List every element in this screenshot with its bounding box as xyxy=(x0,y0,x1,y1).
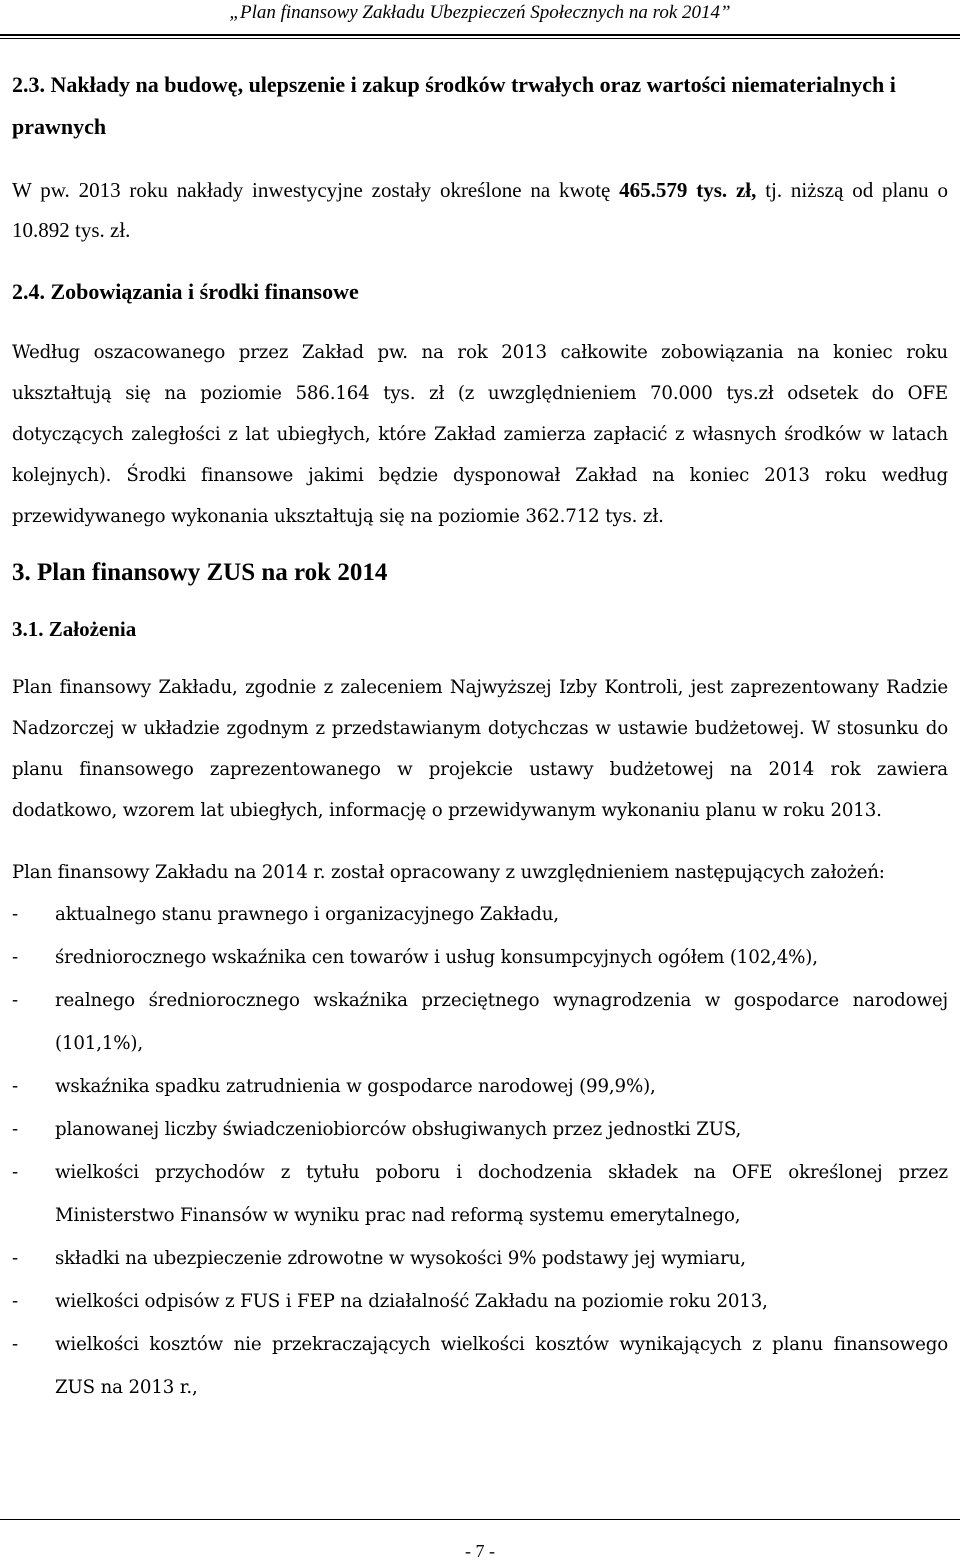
list-item-text: aktualnego stanu prawnego i organizacyjnego Zakładu, xyxy=(55,904,559,925)
investment-text-before: W pw. 2013 roku nakłady inwestycyjne zostały określone na kwotę xyxy=(12,178,620,202)
list-item xyxy=(12,1151,948,1237)
list-item-text: wielkości przychodów z tytułu poboru i dochodzenia składek na OFE określonej przez Ministerstwo Finansów w wyniku prac nad reformą systemu emerytalnego, xyxy=(55,1162,948,1226)
assumptions-paragraph-1: Plan finansowy Zakładu, zgodnie z zaleceniem Najwyższej Izby Kontroli, jest zaprezentowany Radzie Nadzorczej w układzie zgodnym z przedstawianym dotychczas w ustawie budżetowej. W stosunku do planu finansowego zaprezentowanego w projekcie ustawy budżetowej na 2014 rok zawiera dodatkowo, wzorem lat ubiegłych, informację o przewidywanym wykonaniu planu w roku 2013. xyxy=(12,677,948,821)
list-dash: - xyxy=(12,947,18,968)
list-dash: - xyxy=(12,1334,18,1355)
footer-rule xyxy=(0,1519,960,1520)
section-2-3-paragraph xyxy=(12,170,948,250)
list-dash: - xyxy=(12,904,18,925)
list-item-text: wielkości kosztów nie przekraczających wielkości kosztów wynikających z planu finansowego ZUS na 2013 r., xyxy=(55,1334,948,1398)
list-dash: - xyxy=(12,1162,18,1183)
assumptions-list xyxy=(12,893,948,1409)
list-dash: - xyxy=(12,1291,18,1312)
header-rule xyxy=(0,34,960,36)
list-item-text: wskaźnika spadku zatrudnienia w gospodarce narodowej (99,9%), xyxy=(55,1076,656,1097)
list-item xyxy=(12,1065,948,1108)
list-item xyxy=(12,936,948,979)
list-item-text: składki na ubezpieczenie zdrowotne w wysokości 9% podstawy jej wymiaru, xyxy=(55,1248,746,1269)
list-item xyxy=(12,1280,948,1323)
header-rule-thin xyxy=(0,38,960,39)
list-dash: - xyxy=(12,1119,18,1140)
running-header: „Plan finansowy Zakładu Ubezpieczeń Społecznych na rok 2014” xyxy=(229,2,731,23)
section-3-heading: 3. Plan finansowy ZUS na rok 2014 xyxy=(12,559,388,586)
list-item xyxy=(12,1323,948,1409)
list-item xyxy=(12,1237,948,1280)
section-2-4-paragraph: Według oszacowanego przez Zakład pw. na rok 2013 całkowite zobowiązania na koniec roku ukształtują się na poziomie 586.164 tys. zł (z uwzględnieniem 70.000 tys.zł odsetek do OFE dotyczących zaległości z lat ubiegłych, które Zakład zamierza zapłacić z własnych środków w latach kolejnych). Środki finansowe jakimi będzie dysponował Zakład na koniec 2013 roku według przewidywanego wykonania ukształtują się na poziomie 362.712 tys. zł. xyxy=(12,342,948,527)
list-item-text: wielkości odpisów z FUS i FEP na działalność Zakładu na poziomie roku 2013, xyxy=(55,1291,768,1312)
list-item-text: realnego średniorocznego wskaźnika przeciętnego wynagrodzenia w gospodarce narodowej (101,1%), xyxy=(55,990,948,1054)
investment-amount: 465.579 tys. zł, xyxy=(619,178,757,202)
list-item xyxy=(12,893,948,936)
list-item xyxy=(12,1108,948,1151)
list-dash: - xyxy=(12,1248,18,1269)
list-item xyxy=(12,979,948,1065)
page-number: - 7 - xyxy=(465,1541,495,1561)
section-3-1-heading: 3.1. Założenia xyxy=(12,617,137,641)
section-2-4-heading: 2.4. Zobowiązania i środki finansowe xyxy=(12,279,359,304)
list-item-text: planowanej liczby świadczeniobiorców obsługiwanych przez jednostki ZUS, xyxy=(55,1119,742,1140)
assumptions-paragraph-2: Plan finansowy Zakładu na 2014 r. został opracowany z uwzględnieniem następujących założeń: xyxy=(12,862,885,883)
document-body xyxy=(12,62,948,1409)
list-dash: - xyxy=(12,1076,18,1097)
list-dash: - xyxy=(12,990,18,1011)
investment-text-after: tj. niższą od planu o 10.892 tys. zł. xyxy=(12,178,948,242)
list-item-text: średniorocznego wskaźnika cen towarów i usług konsumpcyjnych ogółem (102,4%), xyxy=(55,947,818,968)
section-2-3-heading: 2.3. Nakłady na budowę, ulepszenie i zakup środków trwałych oraz wartości niematerialnych i prawnych xyxy=(12,72,896,139)
